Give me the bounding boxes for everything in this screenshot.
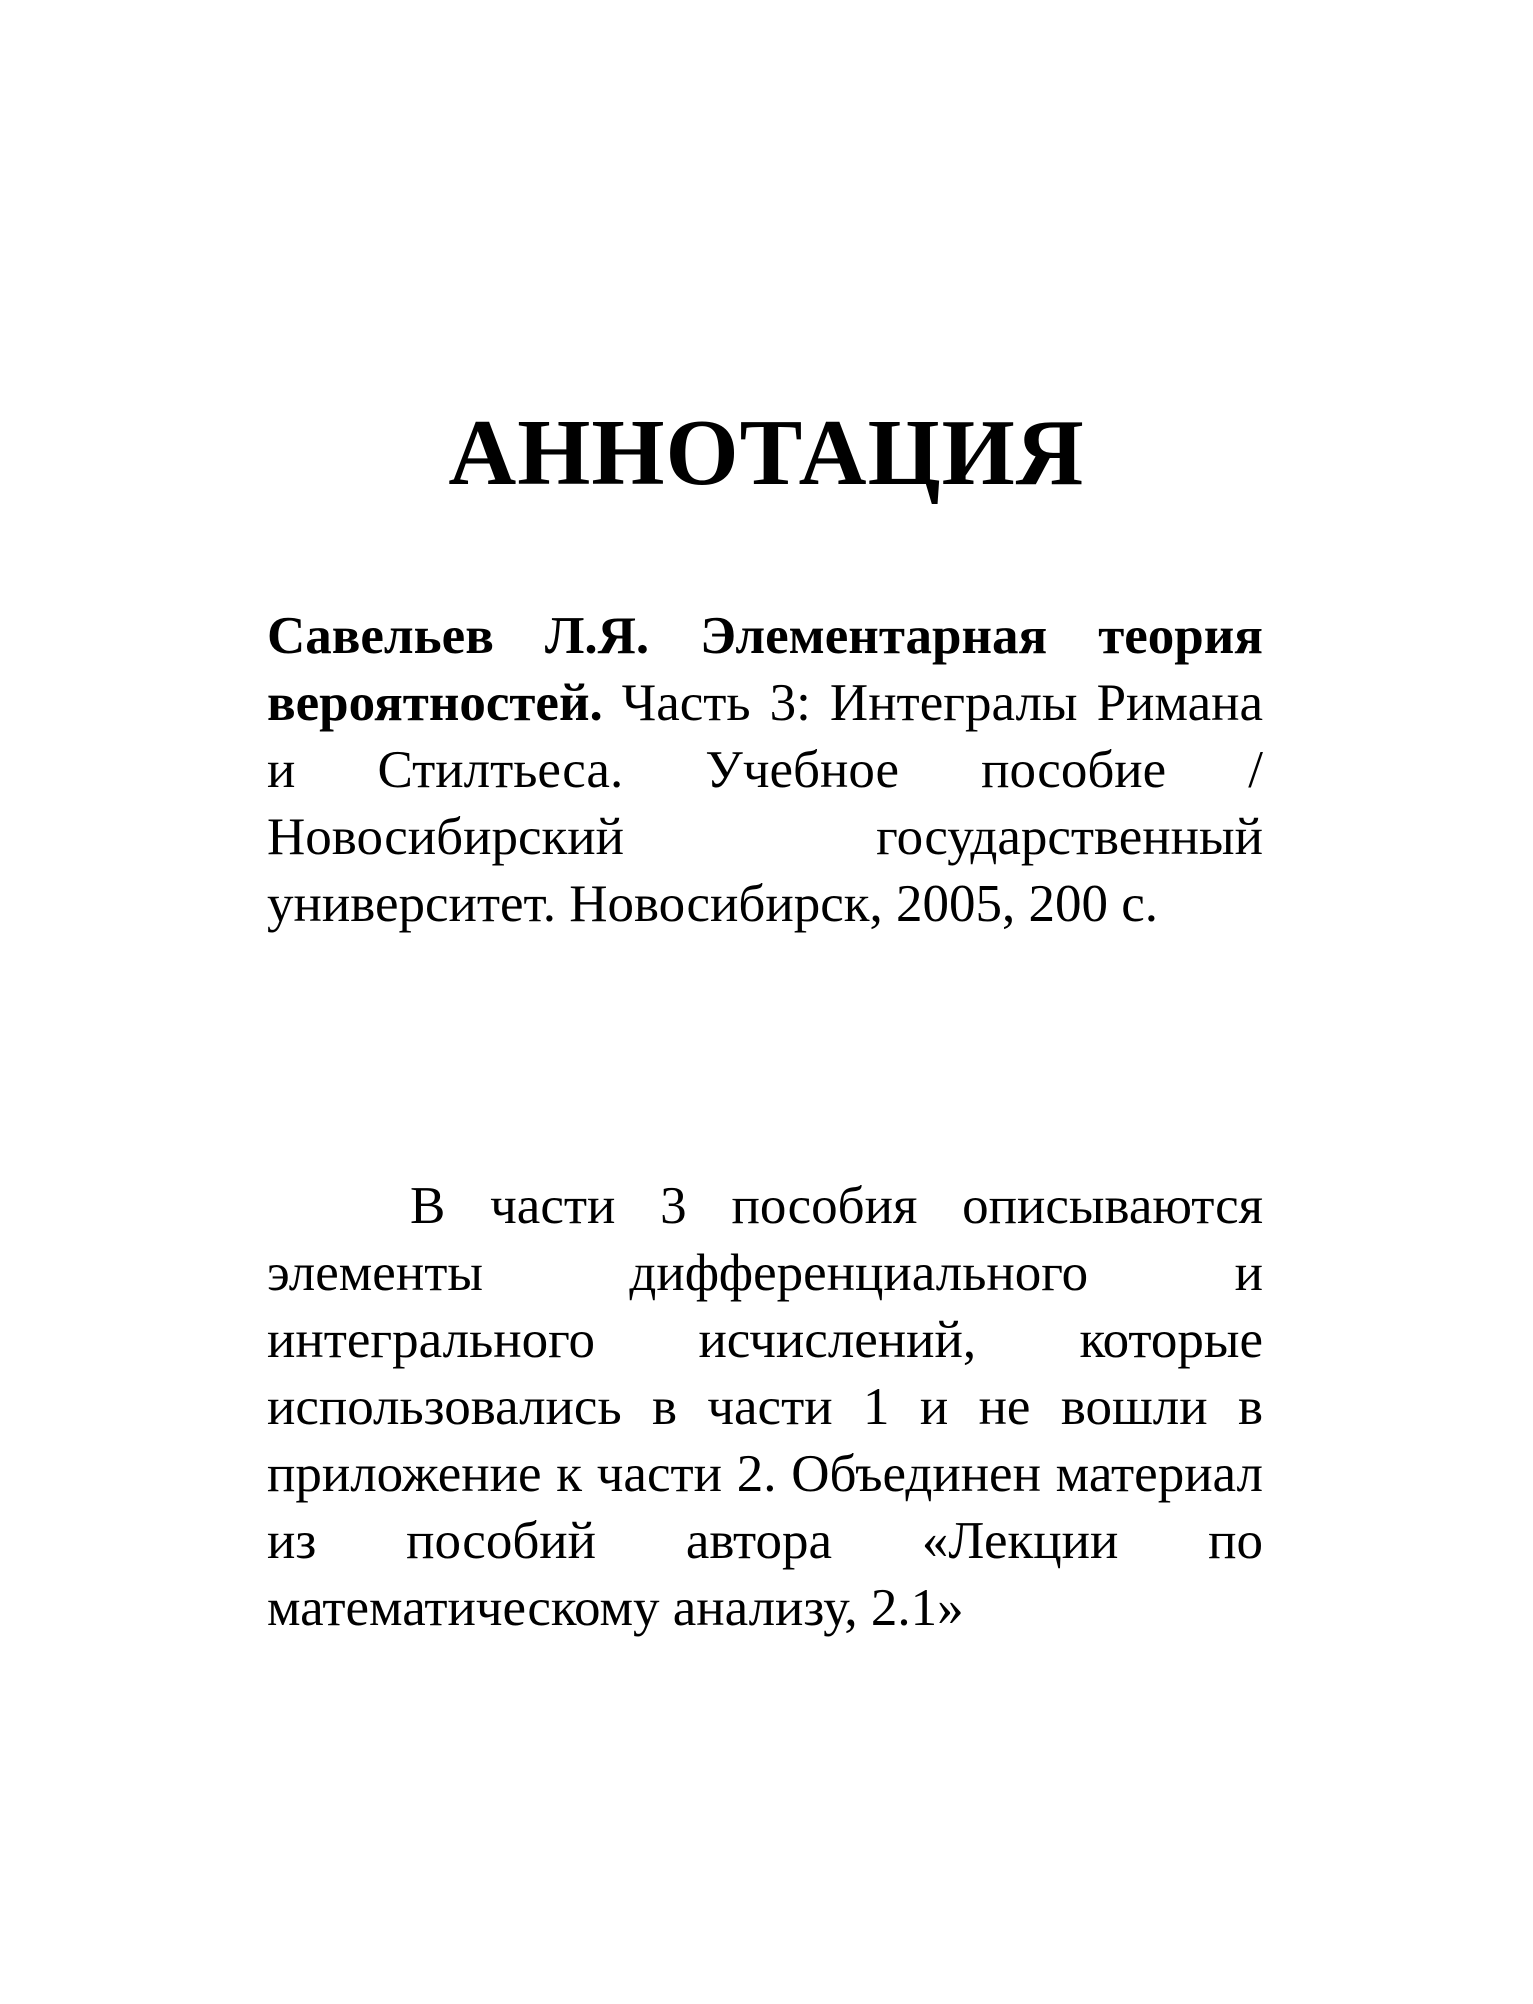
citation-details: Часть 3: Интегралы Римана и Стилтьеса. Учебное пособие / Новосибирский государственный университет. Новосибирск, 2005, 200 с. — [267, 674, 1263, 933]
citation-author-title: Савельев Л.Я. Элементарная теория вероятностей. — [267, 607, 1263, 732]
citation-paragraph — [267, 603, 1263, 938]
page-title: АННОТАЦИЯ — [448, 401, 1085, 505]
abstract-paragraph: В части 3 пособия описываются элементы дифференциального и интегрального исчислений, которые использовались в части 1 и не вошли в приложение к части 2. Объединен материал из пособий автора «Лекции по математическому анализу, 2.1» — [267, 1177, 1263, 1637]
